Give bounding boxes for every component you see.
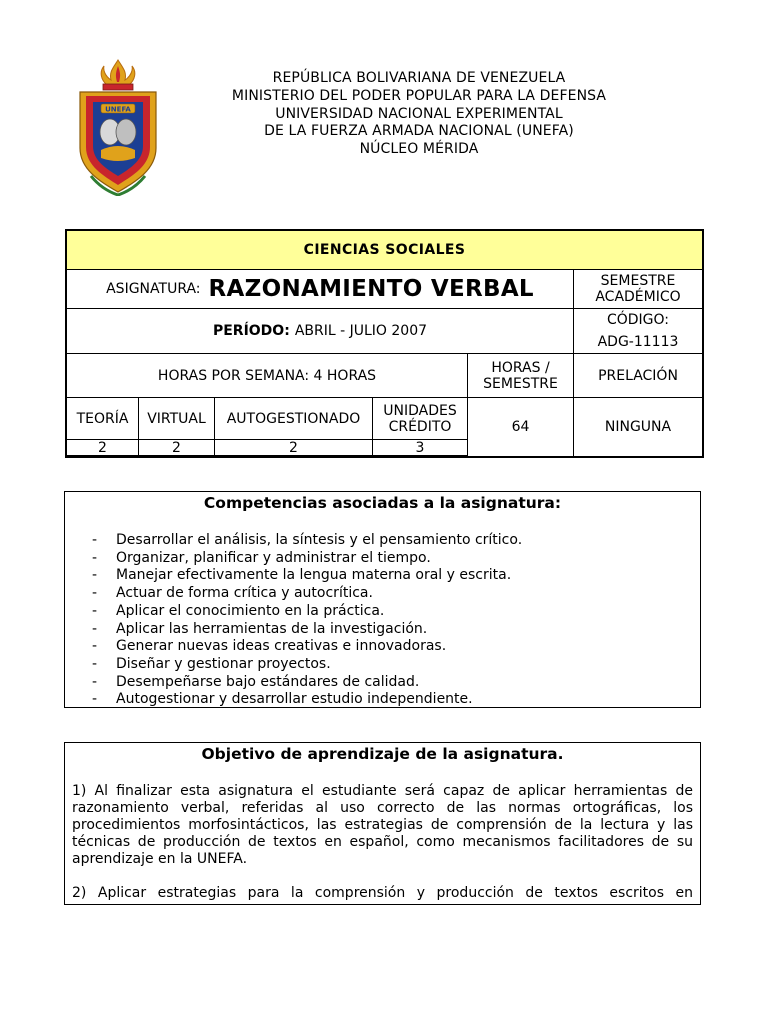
logo-text: UNEFA	[105, 105, 131, 114]
competencia-text: Aplicar las herramientas de la investigación.	[116, 620, 428, 637]
header-line-1: REPÚBLICA BOLIVARIANA DE VENEZUELA	[272, 70, 566, 86]
teoria-label: TEORÍA	[67, 398, 139, 440]
objetivo-box	[64, 742, 701, 905]
unefa-logo	[75, 58, 161, 196]
header-line-2: MINISTERIO DEL PODER POPULAR PARA LA DEFENSA	[231, 87, 607, 104]
objetivo-title: Objetivo de aprendizaje de la asignatura.	[201, 745, 564, 763]
unefa-banner-text	[75, 58, 161, 196]
list-item	[92, 585, 700, 603]
bullet-dash: -	[92, 691, 98, 708]
competencia-text: Organizar, planificar y administrar el tiempo.	[116, 549, 431, 566]
competencia-text: Diseñar y gestionar proyectos.	[116, 655, 331, 672]
header-line-5: NÚCLEO MÉRIDA	[359, 141, 479, 158]
list-item	[92, 656, 700, 674]
competencia-text: Actuar de forma crítica y autocrítica.	[116, 585, 373, 602]
list-item	[92, 532, 700, 550]
competencias-box	[64, 491, 701, 708]
bullet-dash: -	[92, 655, 98, 672]
bullet-dash: -	[92, 673, 98, 690]
header-line-4: DE LA FUERZA ARMADA NACIONAL (UNEFA)	[264, 123, 574, 140]
competencia-text: Aplicar el conocimiento en la práctica.	[116, 602, 385, 619]
asignatura-label: ASIGNATURA:	[106, 281, 201, 297]
asignatura-value: RAZONAMIENTO VERBAL	[208, 276, 534, 302]
bullet-dash: -	[92, 638, 98, 655]
codigo-value: ADG-11113	[597, 334, 679, 350]
area-title: CIENCIAS SOCIALES	[67, 231, 702, 270]
prelacion-value: NINGUNA	[604, 419, 672, 435]
bullet-dash: -	[92, 532, 98, 548]
competencia-text: Desarrollar el análisis, la síntesis y el pensamiento crítico.	[116, 532, 523, 548]
bullet-dash: -	[92, 620, 98, 637]
competencias-title: Competencias asociadas a la asignatura:	[203, 494, 562, 512]
asignatura-cell	[67, 270, 574, 309]
codigo-cell	[574, 309, 702, 354]
institution-header	[170, 70, 668, 159]
semestre-academico-label: SEMESTRE ACADÉMICO	[574, 270, 702, 309]
list-item	[92, 691, 700, 709]
course-info-table	[65, 229, 704, 458]
header-line-3: UNIVERSIDAD NACIONAL EXPERIMENTAL	[275, 105, 563, 122]
virtual-value: 2	[139, 440, 215, 456]
competencia-text: Desempeñarse bajo estándares de calidad.	[116, 673, 420, 690]
list-item	[92, 603, 700, 621]
horas-por-semana: HORAS POR SEMANA: 4 HORAS	[67, 354, 468, 398]
competencia-text: Autogestionar y desarrollar estudio independiente.	[116, 691, 473, 708]
periodo-value: ABRIL - JULIO 2007	[294, 323, 428, 339]
autogestionado-value: 2	[215, 440, 373, 456]
periodo-cell	[67, 309, 574, 354]
codigo-label: CÓDIGO:	[606, 312, 670, 328]
competencias-list	[65, 532, 700, 709]
teoria-value: 2	[67, 440, 139, 456]
bullet-dash: -	[92, 549, 98, 566]
list-item	[92, 550, 700, 568]
objetivo-paragraph-2: 2) Aplicar estrategias para la comprensión y producción de textos escritos en	[72, 885, 693, 901]
list-item	[92, 621, 700, 639]
list-item	[92, 567, 700, 585]
autogestionado-label: AUTOGESTIONADO	[215, 398, 373, 440]
bullet-dash: -	[92, 585, 98, 602]
competencia-text: Generar nuevas ideas creativas e innovadoras.	[116, 638, 447, 655]
list-item	[92, 638, 700, 656]
periodo-label: PERÍODO:	[212, 323, 290, 339]
horas-semestre-value: 64	[468, 398, 574, 456]
objetivo-paragraph-1: 1) Al finalizar esta asignatura el estudiante será capaz de aplicar herramientas de razonamiento verbal, referidas al uso correcto de las normas ortográficas, los procedimientos morfosintácticos, las estrategias de comprensión de la lectura y las técnicas de producción de textos en español, como mecanismos facilitadores de su aprendizaje en la UNEFA.	[72, 783, 693, 867]
competencia-text: Manejar efectivamente la lengua materna oral y escrita.	[116, 567, 512, 584]
list-item	[92, 674, 700, 692]
unidades-credito-label: UNIDADES CRÉDITO	[373, 398, 468, 440]
bullet-dash: -	[92, 602, 98, 619]
prelacion-label: PRELACIÓN	[574, 354, 702, 398]
virtual-label: VIRTUAL	[139, 398, 215, 440]
unidades-credito-value: 3	[373, 440, 468, 456]
horas-semestre-label: HORAS / SEMESTRE	[468, 354, 574, 398]
bullet-dash: -	[92, 567, 98, 584]
